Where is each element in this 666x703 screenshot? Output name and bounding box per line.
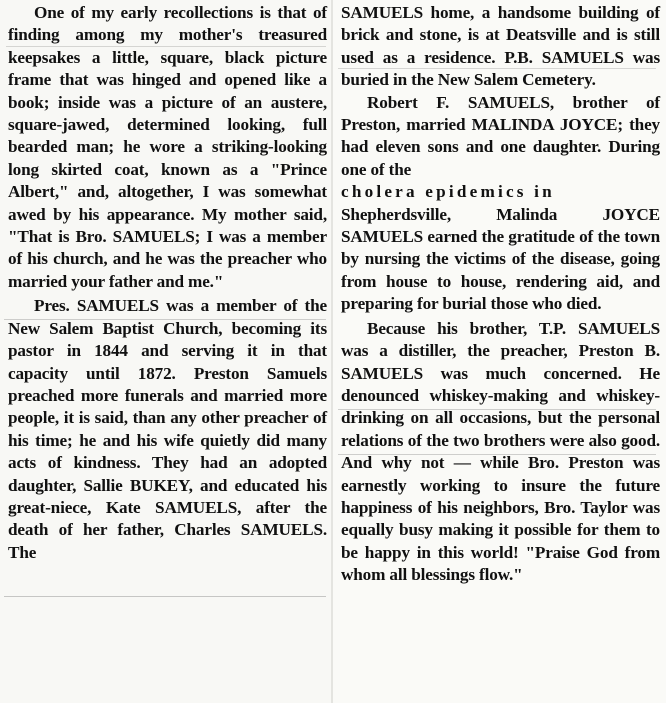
paragraph-malinda-samuels: Shepherdsville, Malinda JOYCE SAMUELS earned the gratitude of the town by nursing the victims of the disease, going from house to house, rendering aid, and preparing for burial those who died. [341,204,660,314]
paragraph-pastor-history: Pres. SAMUELS was a member of the New Salem Baptist Church, becoming its pastor in 1844 and serving it in that capacity until 1872. Preston Samuels preached more funerals and married more people, it is said, than any other preacher of his time; he and his wife quietly did many acts of kindness. They had an adopted daughter, Sallie BUKEY, and educated his great-niece, Kate SAMUELS, after the death of her father, Charles SAMUELS. The [8,296,327,562]
paragraph-samuels-home: SAMUELS home, a handsome building of brick and stone, is at Deatsville and is still used as a residence. P.B. SAMUELS was buried in the New Salem Cemetery. [341,3,660,90]
scan-streak [4,319,326,320]
scan-streak [338,409,656,410]
paragraph-robert-samuels: Robert F. SAMUELS, brother of Preston, married MALINDA JOYCE; they had eleven sons and one daughter. During one of the [341,92,660,179]
scan-streak [338,68,656,69]
paragraph-distiller-brother: Because his brother, T.P. SAMUELS was a distiller, the preacher, Preston B. SAMUELS was much concerned. He denounced whiskey-making and whiskey-drinking on all occasions, but the personal relations of the two brothers were also good. And why not — while Bro. Preston was earnestly working to insure the future happiness of his neighbors, Bro. Taylor was equally busy making it possible for them to be happy in this world! "Praise God from whom all blessings flow." [341,318,660,585]
left-column [0,0,331,703]
right-column [333,0,666,703]
scan-streak [338,454,656,455]
line-cholera-epidemics: cholera epidemics in [341,182,555,202]
scan-streak [6,46,326,47]
paragraph-early-recollection: One of my early recollections is that of finding among my mother's treasured keepsakes a little, square, black picture frame that was hinged and opened like a book; inside was a picture of an austere, square-jawed, determined looking, full bearded man; he wore a striking-looking long skirted coat, known as a "Prince Albert," and, altogether, I was somewhat awed by his appearance. My mother said, "That is Bro. SAMUELS; I was a member of his church, and he was the preacher who married your father and me." [8,3,327,291]
scan-streak [4,596,326,597]
